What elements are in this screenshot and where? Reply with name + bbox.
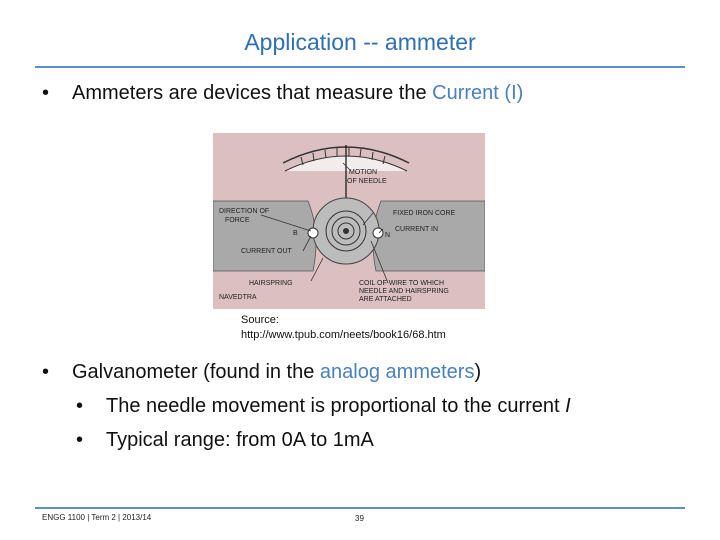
current-variable: I bbox=[565, 395, 571, 417]
footer-course: ENGG 1100 | Term 2 | 2013/14 bbox=[42, 513, 152, 522]
subbullet-range bbox=[76, 429, 374, 452]
pivot bbox=[343, 228, 349, 234]
label-current-out: CURRENT OUT bbox=[241, 248, 292, 255]
page-number: 39 bbox=[355, 514, 364, 523]
subbullet-range-text: Typical range: from 0A to 1mA bbox=[106, 429, 374, 451]
bullet-ammeters bbox=[42, 82, 523, 105]
label-motion: MOTION bbox=[349, 169, 377, 176]
bullet-dot: • bbox=[42, 361, 50, 383]
bullet-ammeters-text: Ammeters are devices that measure the bbox=[72, 82, 433, 104]
figure-caption bbox=[241, 313, 446, 343]
terminal-right bbox=[373, 228, 383, 238]
subbullet-needle bbox=[76, 395, 571, 418]
footer-divider bbox=[35, 507, 685, 509]
bullet-galvanometer-prefix: Galvanometer (found in the bbox=[72, 361, 320, 383]
label-current-in: CURRENT IN bbox=[395, 226, 439, 233]
bullet-dot: • bbox=[42, 82, 50, 104]
subbullet-needle-text: The needle movement is proportional to the current bbox=[106, 395, 566, 417]
bullet-dot: • bbox=[76, 429, 84, 451]
caption-source-url: http://www.tpub.com/neets/book16/68.htm bbox=[241, 329, 446, 341]
terminal-left bbox=[308, 228, 318, 238]
label-fixed-iron: FIXED IRON CORE bbox=[393, 210, 456, 217]
label-hairspring: HAIRSPRING bbox=[249, 280, 293, 287]
label-coil-line1: COIL OF WIRE TO WHICH bbox=[359, 280, 445, 287]
label-ref: NAVEDTRA bbox=[219, 294, 257, 301]
analog-ammeters-highlight: analog ammeters bbox=[319, 361, 475, 383]
current-highlight: Current (I) bbox=[432, 82, 524, 104]
label-n: N bbox=[385, 232, 391, 239]
ammeter-diagram bbox=[213, 133, 485, 309]
label-direction-of: DIRECTION OF bbox=[219, 208, 270, 215]
label-force: FORCE bbox=[225, 217, 250, 224]
label-coil-line3: ARE ATTACHED bbox=[359, 296, 412, 303]
label-of-needle: OF NEEDLE bbox=[347, 178, 387, 185]
ammeter-diagram-svg bbox=[213, 133, 485, 309]
caption-source-label: Source: bbox=[241, 314, 279, 326]
bullet-galvanometer bbox=[42, 361, 481, 384]
bullet-dot: • bbox=[76, 395, 84, 417]
label-b: B bbox=[293, 230, 298, 237]
title-divider bbox=[35, 66, 685, 68]
bullet-galvanometer-suffix: ) bbox=[474, 361, 482, 383]
slide-title: Application -- ammeter bbox=[244, 29, 476, 55]
label-coil-line2: NEEDLE AND HAIRSPRING bbox=[359, 288, 449, 295]
